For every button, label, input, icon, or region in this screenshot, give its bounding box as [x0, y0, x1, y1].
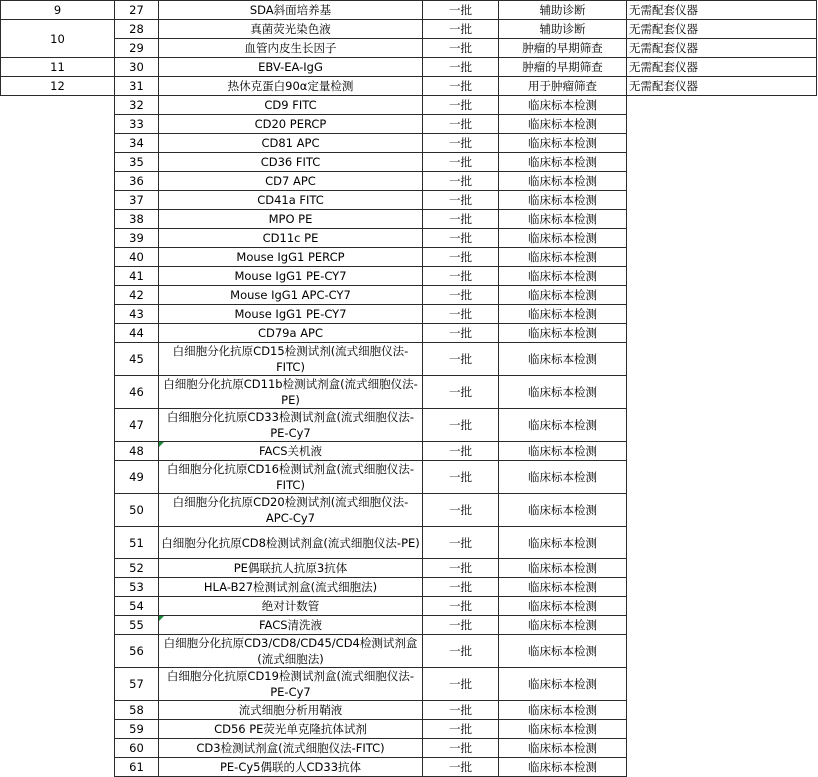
table-row: [1, 191, 817, 210]
empty-cell[interactable]: [627, 668, 817, 701]
note-cell[interactable]: 无需配套仪器: [627, 77, 817, 96]
seq-no-cell[interactable]: 52: [115, 559, 159, 578]
table-row: [1, 286, 817, 305]
product-name-cell[interactable]: 白细胞分化抗原CD19检测试剂盒(流式细胞仪法-PE-Cy7: [159, 668, 423, 701]
product-name-cell[interactable]: 白细胞分化抗原CD11b检测试剂盒(流式细胞仪法-PE): [159, 376, 423, 409]
table-row: [1, 1, 817, 20]
empty-cell[interactable]: [627, 96, 817, 115]
batch-cell[interactable]: 一批: [423, 172, 499, 191]
product-name-cell[interactable]: SDA斜面培养基: [159, 1, 423, 20]
product-name-cell[interactable]: 白细胞分化抗原CD33检测试剂盒(流式细胞仪法-PE-Cy7: [159, 409, 423, 442]
empty-cell[interactable]: [627, 229, 817, 248]
batch-cell[interactable]: 一批: [423, 597, 499, 616]
purpose-cell[interactable]: 临床标本检测: [499, 305, 627, 324]
empty-cell[interactable]: [627, 286, 817, 305]
table-row: [1, 409, 817, 442]
table-row: [1, 527, 817, 559]
empty-cell[interactable]: [1, 210, 115, 229]
seq-no-cell[interactable]: 40: [115, 248, 159, 267]
empty-cell[interactable]: [1, 324, 115, 343]
table-row: [1, 442, 817, 461]
empty-cell[interactable]: [1, 96, 115, 115]
product-name-cell[interactable]: CD11c PE: [159, 229, 423, 248]
note-cell[interactable]: 无需配套仪器: [627, 1, 817, 20]
batch-cell[interactable]: 一批: [423, 210, 499, 229]
purpose-cell[interactable]: 临床标本检测: [499, 635, 627, 668]
purpose-cell[interactable]: 临床标本检测: [499, 286, 627, 305]
seq-no-cell[interactable]: 42: [115, 286, 159, 305]
empty-cell[interactable]: [1, 191, 115, 210]
batch-cell[interactable]: 一批: [423, 616, 499, 635]
table-row: [1, 758, 817, 777]
batch-cell[interactable]: 一批: [423, 635, 499, 668]
empty-cell[interactable]: [627, 701, 817, 720]
product-name-cell[interactable]: CD9 FITC: [159, 96, 423, 115]
seq-no-cell[interactable]: 50: [115, 494, 159, 527]
product-name-cell[interactable]: 绝对计数管: [159, 597, 423, 616]
table-row: [1, 153, 817, 172]
purpose-cell[interactable]: 临床标本检测: [499, 668, 627, 701]
empty-cell[interactable]: [627, 153, 817, 172]
empty-cell[interactable]: [627, 442, 817, 461]
table-row: [1, 578, 817, 597]
empty-cell[interactable]: [627, 409, 817, 442]
table-row: [1, 77, 817, 96]
note-cell[interactable]: 无需配套仪器: [627, 58, 817, 77]
purpose-cell[interactable]: 临床标本检测: [499, 267, 627, 286]
batch-cell[interactable]: 一批: [423, 758, 499, 777]
purpose-cell[interactable]: 临床标本检测: [499, 115, 627, 134]
table-row: [1, 172, 817, 191]
seq-no-cell[interactable]: 59: [115, 720, 159, 739]
seq-no-cell[interactable]: 37: [115, 191, 159, 210]
empty-cell[interactable]: [627, 616, 817, 635]
batch-cell[interactable]: 一批: [423, 343, 499, 376]
seq-no-cell[interactable]: 32: [115, 96, 159, 115]
batch-cell[interactable]: 一批: [423, 442, 499, 461]
empty-cell[interactable]: [627, 461, 817, 494]
batch-cell[interactable]: 一批: [423, 267, 499, 286]
batch-cell[interactable]: 一批: [423, 668, 499, 701]
product-name-cell[interactable]: EBV-EA-IgG: [159, 58, 423, 77]
batch-cell[interactable]: 一批: [423, 720, 499, 739]
empty-cell[interactable]: [1, 461, 115, 494]
seq-no-cell[interactable]: 34: [115, 134, 159, 153]
batch-cell[interactable]: 一批: [423, 527, 499, 559]
product-name-cell[interactable]: CD3检测试剂盒(流式细胞仪法-FITC): [159, 739, 423, 758]
product-name-cell[interactable]: 热休克蛋白90α定量检测: [159, 77, 423, 96]
seq-no-cell[interactable]: 29: [115, 39, 159, 58]
purpose-cell[interactable]: 临床标本检测: [499, 248, 627, 267]
purpose-cell[interactable]: 肿瘤的早期筛查: [499, 58, 627, 77]
empty-cell[interactable]: [627, 191, 817, 210]
product-name-cell[interactable]: CD36 FITC: [159, 153, 423, 172]
purpose-cell[interactable]: 临床标本检测: [499, 409, 627, 442]
seq-no-cell[interactable]: 43: [115, 305, 159, 324]
batch-cell[interactable]: 一批: [423, 305, 499, 324]
empty-cell[interactable]: [627, 267, 817, 286]
empty-cell[interactable]: [1, 442, 115, 461]
purpose-cell[interactable]: 临床标本检测: [499, 134, 627, 153]
table-row: [1, 115, 817, 134]
seq-no-cell[interactable]: 57: [115, 668, 159, 701]
purpose-cell[interactable]: 辅助诊断: [499, 1, 627, 20]
product-name-cell[interactable]: HLA-B27检测试剂盒(流式细胞法): [159, 578, 423, 597]
table-row: [1, 20, 817, 39]
purpose-cell[interactable]: 临床标本检测: [499, 758, 627, 777]
table-row: [1, 134, 817, 153]
empty-cell[interactable]: [1, 248, 115, 267]
batch-cell[interactable]: 一批: [423, 229, 499, 248]
empty-cell[interactable]: [1, 115, 115, 134]
empty-cell[interactable]: [1, 494, 115, 527]
empty-cell[interactable]: [627, 527, 817, 559]
seq-no-cell[interactable]: 41: [115, 267, 159, 286]
seq-no-cell[interactable]: 61: [115, 758, 159, 777]
group-cell[interactable]: 11: [1, 58, 115, 77]
table-row: [1, 39, 817, 58]
product-name-cell[interactable]: 白细胞分化抗原CD3/CD8/CD45/CD4检测试剂盒(流式细胞法): [159, 635, 423, 668]
product-name-cell[interactable]: FACS关机液: [159, 442, 423, 461]
seq-no-cell[interactable]: 46: [115, 376, 159, 409]
seq-no-cell[interactable]: 28: [115, 20, 159, 39]
seq-no-cell[interactable]: 56: [115, 635, 159, 668]
table-row: [1, 701, 817, 720]
batch-cell[interactable]: 一批: [423, 701, 499, 720]
group-cell[interactable]: 12: [1, 77, 115, 96]
batch-cell[interactable]: 一批: [423, 58, 499, 77]
purpose-cell[interactable]: 临床标本检测: [499, 343, 627, 376]
purpose-cell[interactable]: 临床标本检测: [499, 172, 627, 191]
product-name-cell[interactable]: 白细胞分化抗原CD16检测试剂盒(流式细胞仪法-FITC): [159, 461, 423, 494]
empty-cell[interactable]: [627, 720, 817, 739]
table-row: [1, 376, 817, 409]
purpose-cell[interactable]: 临床标本检测: [499, 229, 627, 248]
group-cell[interactable]: 9: [1, 1, 115, 20]
seq-no-cell[interactable]: 48: [115, 442, 159, 461]
empty-cell[interactable]: [627, 172, 817, 191]
empty-cell[interactable]: [627, 248, 817, 267]
product-name-cell[interactable]: 流式细胞分析用鞘液: [159, 701, 423, 720]
table-row: [1, 210, 817, 229]
empty-cell[interactable]: [1, 668, 115, 701]
seq-no-cell[interactable]: 58: [115, 701, 159, 720]
batch-cell[interactable]: 一批: [423, 1, 499, 20]
table-row: [1, 267, 817, 286]
batch-cell[interactable]: 一批: [423, 739, 499, 758]
seq-no-cell[interactable]: 55: [115, 616, 159, 635]
product-name-cell[interactable]: CD41a FITC: [159, 191, 423, 210]
table-row: [1, 635, 817, 668]
empty-cell[interactable]: [1, 305, 115, 324]
seq-no-cell[interactable]: 36: [115, 172, 159, 191]
table-row: [1, 720, 817, 739]
purpose-cell[interactable]: 临床标本检测: [499, 701, 627, 720]
product-name-cell[interactable]: 真菌荧光染色液: [159, 20, 423, 39]
batch-cell[interactable]: 一批: [423, 409, 499, 442]
product-name-cell[interactable]: CD20 PERCP: [159, 115, 423, 134]
empty-cell[interactable]: [627, 343, 817, 376]
empty-cell[interactable]: [1, 527, 115, 559]
table-row: [1, 616, 817, 635]
purpose-cell[interactable]: 临床标本检测: [499, 597, 627, 616]
product-name-cell[interactable]: 白细胞分化抗原CD8检测试剂盒(流式细胞仪法-PE): [159, 527, 423, 559]
batch-cell[interactable]: 一批: [423, 20, 499, 39]
empty-cell[interactable]: [627, 115, 817, 134]
seq-no-cell[interactable]: 47: [115, 409, 159, 442]
empty-cell[interactable]: [1, 153, 115, 172]
product-name-cell[interactable]: CD56 PE荧光单克隆抗体试剂: [159, 720, 423, 739]
product-name-cell[interactable]: Mouse IgG1 PE-CY7: [159, 305, 423, 324]
seq-no-cell[interactable]: 27: [115, 1, 159, 20]
empty-cell[interactable]: [627, 635, 817, 668]
empty-cell[interactable]: [1, 739, 115, 758]
empty-cell[interactable]: [627, 597, 817, 616]
purpose-cell[interactable]: 临床标本检测: [499, 153, 627, 172]
product-name-cell[interactable]: PE-Cy5偶联的人CD33抗体: [159, 758, 423, 777]
batch-cell[interactable]: 一批: [423, 77, 499, 96]
batch-cell[interactable]: 一批: [423, 153, 499, 172]
batch-cell[interactable]: 一批: [423, 324, 499, 343]
table-row: [1, 739, 817, 758]
table-row: [1, 305, 817, 324]
table-row: [1, 248, 817, 267]
product-name-cell[interactable]: Mouse IgG1 PE-CY7: [159, 267, 423, 286]
table-row: [1, 343, 817, 376]
batch-cell[interactable]: 一批: [423, 248, 499, 267]
group-cell[interactable]: 10: [1, 20, 115, 58]
batch-cell[interactable]: 一批: [423, 286, 499, 305]
empty-cell[interactable]: [627, 210, 817, 229]
empty-cell[interactable]: [1, 343, 115, 376]
purpose-cell[interactable]: 临床标本检测: [499, 559, 627, 578]
seq-no-cell[interactable]: 31: [115, 77, 159, 96]
purpose-cell[interactable]: 辅助诊断: [499, 20, 627, 39]
purpose-cell[interactable]: 肿瘤的早期筛查: [499, 39, 627, 58]
batch-cell[interactable]: 一批: [423, 461, 499, 494]
empty-cell[interactable]: [1, 578, 115, 597]
seq-no-cell[interactable]: 53: [115, 578, 159, 597]
empty-cell[interactable]: [1, 267, 115, 286]
note-cell[interactable]: 无需配套仪器: [627, 39, 817, 58]
purpose-cell[interactable]: 临床标本检测: [499, 739, 627, 758]
seq-no-cell[interactable]: 39: [115, 229, 159, 248]
table-row: [1, 324, 817, 343]
seq-no-cell[interactable]: 35: [115, 153, 159, 172]
empty-cell[interactable]: [627, 324, 817, 343]
purpose-cell[interactable]: 临床标本检测: [499, 578, 627, 597]
batch-cell[interactable]: 一批: [423, 578, 499, 597]
seq-no-cell[interactable]: 49: [115, 461, 159, 494]
table-row: [1, 668, 817, 701]
purpose-cell[interactable]: 用于肿瘤筛查: [499, 77, 627, 96]
empty-cell[interactable]: [1, 758, 115, 777]
product-name-cell[interactable]: Mouse IgG1 APC-CY7: [159, 286, 423, 305]
purpose-cell[interactable]: 临床标本检测: [499, 210, 627, 229]
empty-cell[interactable]: [627, 134, 817, 153]
product-name-cell[interactable]: MPO PE: [159, 210, 423, 229]
seq-no-cell[interactable]: 60: [115, 739, 159, 758]
product-name-cell[interactable]: Mouse IgG1 PERCP: [159, 248, 423, 267]
table-row: [1, 96, 817, 115]
batch-cell[interactable]: 一批: [423, 96, 499, 115]
purpose-cell[interactable]: 临床标本检测: [499, 527, 627, 559]
empty-cell[interactable]: [627, 494, 817, 527]
empty-cell[interactable]: [1, 229, 115, 248]
empty-cell[interactable]: [627, 305, 817, 324]
empty-cell[interactable]: [627, 739, 817, 758]
empty-cell[interactable]: [1, 376, 115, 409]
empty-cell[interactable]: [1, 597, 115, 616]
seq-no-cell[interactable]: 38: [115, 210, 159, 229]
note-cell[interactable]: 无需配套仪器: [627, 20, 817, 39]
table-row: [1, 58, 817, 77]
empty-cell[interactable]: [1, 720, 115, 739]
empty-cell[interactable]: [627, 578, 817, 597]
table-row: [1, 559, 817, 578]
batch-cell[interactable]: 一批: [423, 115, 499, 134]
purpose-cell[interactable]: 临床标本检测: [499, 461, 627, 494]
table-row: [1, 597, 817, 616]
empty-cell[interactable]: [627, 376, 817, 409]
seq-no-cell[interactable]: 54: [115, 597, 159, 616]
purpose-cell[interactable]: 临床标本检测: [499, 442, 627, 461]
purpose-cell[interactable]: 临床标本检测: [499, 191, 627, 210]
product-name-cell[interactable]: PE偶联抗人抗原3抗体: [159, 559, 423, 578]
empty-cell[interactable]: [1, 559, 115, 578]
seq-no-cell[interactable]: 51: [115, 527, 159, 559]
batch-cell[interactable]: 一批: [423, 494, 499, 527]
product-name-cell[interactable]: 血管内皮生长因子: [159, 39, 423, 58]
table-row: [1, 229, 817, 248]
product-name-cell[interactable]: CD7 APC: [159, 172, 423, 191]
purpose-cell[interactable]: 临床标本检测: [499, 720, 627, 739]
batch-cell[interactable]: 一批: [423, 134, 499, 153]
empty-cell[interactable]: [1, 134, 115, 153]
product-name-cell[interactable]: FACS清洗液: [159, 616, 423, 635]
seq-no-cell[interactable]: 30: [115, 58, 159, 77]
seq-no-cell[interactable]: 33: [115, 115, 159, 134]
seq-no-cell[interactable]: 45: [115, 343, 159, 376]
product-name-cell[interactable]: CD81 APC: [159, 134, 423, 153]
purpose-cell[interactable]: 临床标本检测: [499, 494, 627, 527]
batch-cell[interactable]: 一批: [423, 39, 499, 58]
purpose-cell[interactable]: 临床标本检测: [499, 616, 627, 635]
empty-cell[interactable]: [1, 635, 115, 668]
empty-cell[interactable]: [1, 701, 115, 720]
product-name-cell[interactable]: CD79a APC: [159, 324, 423, 343]
purpose-cell[interactable]: 临床标本检测: [499, 96, 627, 115]
empty-cell[interactable]: [627, 758, 817, 777]
table-row: [1, 461, 817, 494]
empty-cell[interactable]: [1, 286, 115, 305]
product-name-cell[interactable]: 白细胞分化抗原CD15检测试剂(流式细胞仪法-FITC): [159, 343, 423, 376]
empty-cell[interactable]: [1, 616, 115, 635]
empty-cell[interactable]: [627, 559, 817, 578]
product-name-cell[interactable]: 白细胞分化抗原CD20检测试剂(流式细胞仪法-APC-Cy7: [159, 494, 423, 527]
purpose-cell[interactable]: 临床标本检测: [499, 324, 627, 343]
empty-cell[interactable]: [1, 172, 115, 191]
purpose-cell[interactable]: 临床标本检测: [499, 376, 627, 409]
empty-cell[interactable]: [1, 409, 115, 442]
table-row: [1, 494, 817, 527]
seq-no-cell[interactable]: 44: [115, 324, 159, 343]
batch-cell[interactable]: 一批: [423, 191, 499, 210]
batch-cell[interactable]: 一批: [423, 559, 499, 578]
batch-cell[interactable]: 一批: [423, 376, 499, 409]
